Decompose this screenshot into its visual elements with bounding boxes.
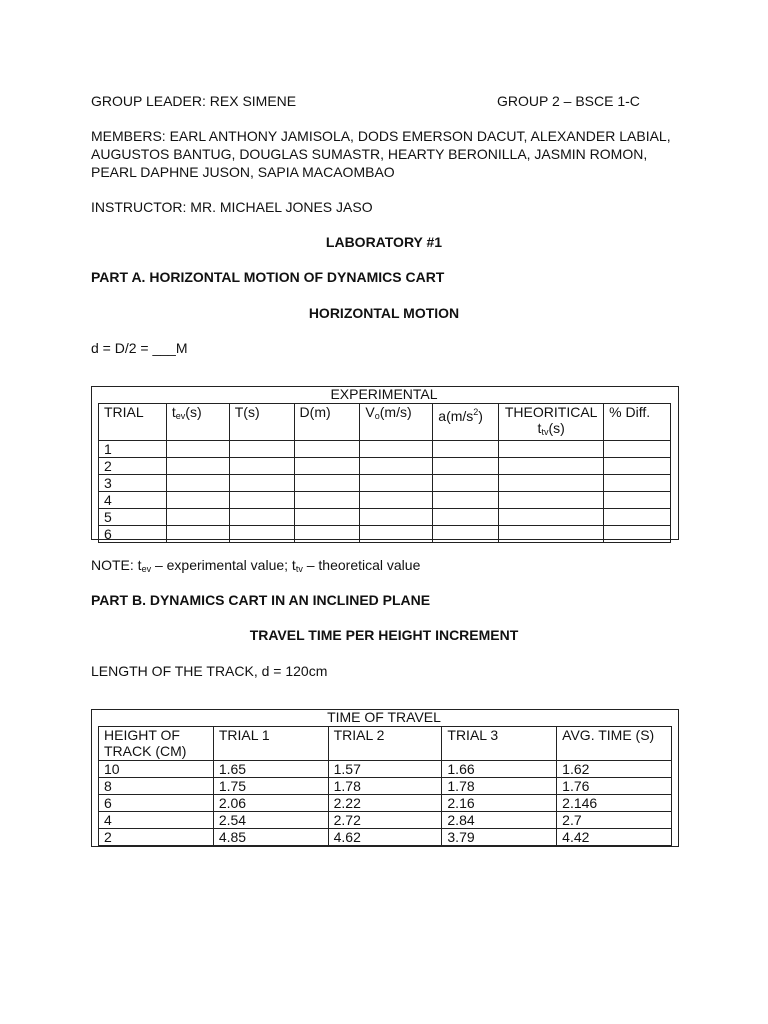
part-a-title: PART A. HORIZONTAL MOTION OF DYNAMICS CART <box>91 269 445 285</box>
time-of-travel-table <box>98 726 672 846</box>
time-of-travel-caption: TIME OF TRAVEL <box>327 709 441 725</box>
header-trial-3: TRIAL 3 <box>442 727 557 761</box>
header-height: HEIGHT OF TRACK (CM) <box>99 727 214 761</box>
lab-title: LABORATORY #1 <box>325 234 443 250</box>
instructor: INSTRUCTOR: MR. MICHAEL JONES JASO <box>91 199 373 215</box>
members-line: MEMBERS: EARL ANTHONY JAMISOLA, DODS EMERSON DACUT, ALEXANDER LABIAL, <box>91 128 671 144</box>
members-line: PEARL DAPHNE JUSON, SAPIA MACAOMBAO <box>91 164 395 180</box>
header-theoretical: THEORITICAL $t_{tv}(s)$ <box>499 404 604 441</box>
header-trial-2: TRIAL 2 <box>328 727 442 761</box>
table-row: 4 <box>99 492 671 509</box>
header-trial-1: TRIAL 1 <box>213 727 328 761</box>
part-a-subtitle: HORIZONTAL MOTION <box>308 305 460 321</box>
track-length: LENGTH OF THE TRACK, d = 120cm <box>91 663 328 679</box>
table-row: 6 <box>99 526 671 543</box>
header-tev: $t_{ev}(s)$ <box>166 404 229 441</box>
header-percent-diff: % Diff. <box>604 404 671 441</box>
group-leader: GROUP LEADER: REX SIMENE <box>91 93 297 109</box>
table-row: 6 2.06 2.22 2.16 2.146 <box>99 795 672 812</box>
distance-formula: d = D/2 = ___M <box>91 340 188 356</box>
header-avg-time: AVG. TIME (S) <box>557 727 672 761</box>
table-row: 2 <box>99 458 671 475</box>
table-row: 8 1.75 1.78 1.78 1.76 <box>99 778 672 795</box>
table-row: 2 4.85 4.62 3.79 4.42 <box>99 829 672 846</box>
experimental-caption: EXPERIMENTAL <box>330 386 438 402</box>
table-row: 5 <box>99 509 671 526</box>
header-trial: TRIAL <box>99 404 167 441</box>
group-section: GROUP 2 – BSCE 1-C <box>497 93 640 109</box>
table-row: 10 1.65 1.57 1.66 1.62 <box>99 761 672 778</box>
table-row: 1 <box>99 441 671 458</box>
header-time: T(s) <box>229 404 294 441</box>
experimental-table <box>98 403 671 543</box>
table-row: 4 2.54 2.72 2.84 2.7 <box>99 812 672 829</box>
note: NOTE: $t_{ev}$ – experimental value; $t_{tv}$ – theoretical value <box>91 557 421 574</box>
table-row: 3 <box>99 475 671 492</box>
header-distance: D(m) <box>294 404 360 441</box>
table-header-row <box>99 404 671 441</box>
table-header-row <box>99 727 672 761</box>
members-list <box>91 127 691 181</box>
members-line: AUGUSTOS BANTUG, DOUGLAS SUMASTR, HEARTY BERONILLA, JASMIN ROMON, <box>91 146 648 162</box>
part-b-subtitle: TRAVEL TIME PER HEIGHT INCREMENT <box>249 627 519 643</box>
header-velocity: $V_o(m/s)$ <box>360 404 433 441</box>
part-b-title: PART B. DYNAMICS CART IN AN INCLINED PLANE <box>91 592 431 608</box>
header-acceleration: $a(m/s^2)$ <box>433 404 499 441</box>
